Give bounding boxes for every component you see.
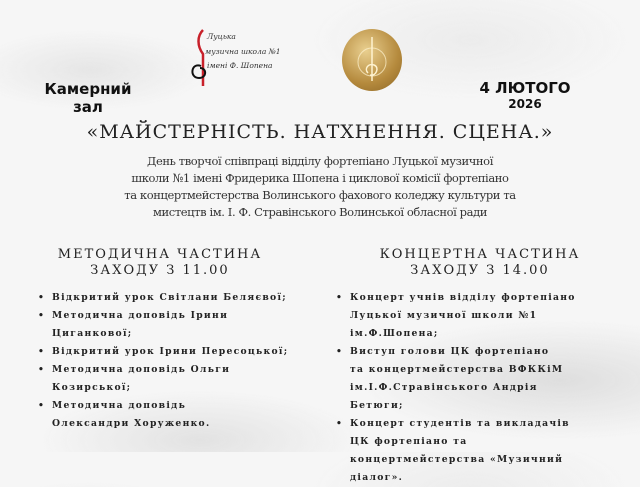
college-emblem (342, 29, 402, 91)
section-heading: КОНЦЕРТНА ЧАСТИНА (379, 247, 581, 262)
list-item: • Виступ голови ЦК фортепіано та концертмейстерства ВФККіМ ім.І.Ф.Стравінського Андрія Бетюги; (336, 343, 566, 415)
list-item: • Відкритий урок Світлани Беляєвої; (38, 289, 303, 307)
methodical-list (38, 289, 303, 433)
logo-text: Луцька (207, 32, 236, 41)
logo-text: імені Ф. Шопена (207, 61, 273, 70)
list-item: • Концерт студентів та викладачів ЦК фортепіано та концертмейстерства «Музичний діалог». (336, 415, 586, 487)
event-description (120, 153, 520, 221)
list-item: • Методична доповідь Олександри Хоруженко. (38, 397, 268, 433)
description-line: школи №1 імені Фридерика Шопена і циклової комісії фортепіано (131, 171, 509, 185)
methodical-section (40, 247, 280, 279)
section-time: ЗАХОДУ З 14.00 (410, 263, 550, 278)
list-item: • Методична доповідь Ірини Циганкової; (38, 307, 303, 343)
concert-section (360, 247, 600, 279)
description-line: та концертмейстерства Волинського фахового коледжу культури та (124, 188, 516, 202)
date-day: 4 ЛЮТОГО (479, 79, 571, 97)
music-emblem-icon (342, 29, 402, 91)
list-item: • Концерт учнів відділу фортепіано Луцької музичної школи №1 ім.Ф.Шопена; (336, 289, 626, 343)
concert-list (336, 289, 626, 487)
description-line: мистецтв ім. І. Ф. Стравінського Волинської обласної ради (152, 205, 488, 219)
list-item: • Методична доповідь Ольги Козирської; (38, 361, 303, 397)
venue-line: зал (73, 98, 103, 116)
event-title: «МАЙСТЕРНІСТЬ. НАТХНЕННЯ. СЦЕНА.» (86, 121, 554, 143)
logo-text: музична школа №1 (205, 47, 281, 56)
event-date (470, 80, 580, 111)
venue (30, 80, 146, 116)
section-heading: МЕТОДИЧНА ЧАСТИНА (57, 247, 263, 262)
date-year: 2026 (508, 97, 542, 111)
school-logo (185, 26, 285, 92)
section-time: ЗАХОДУ З 11.00 (90, 263, 230, 278)
description-line: День творчої співпраці відділу фортепіано Луцької музичної (147, 154, 493, 168)
venue-line: Камерний (44, 80, 132, 98)
list-item: • Відкритий урок Ірини Пересоцької; (38, 343, 303, 361)
